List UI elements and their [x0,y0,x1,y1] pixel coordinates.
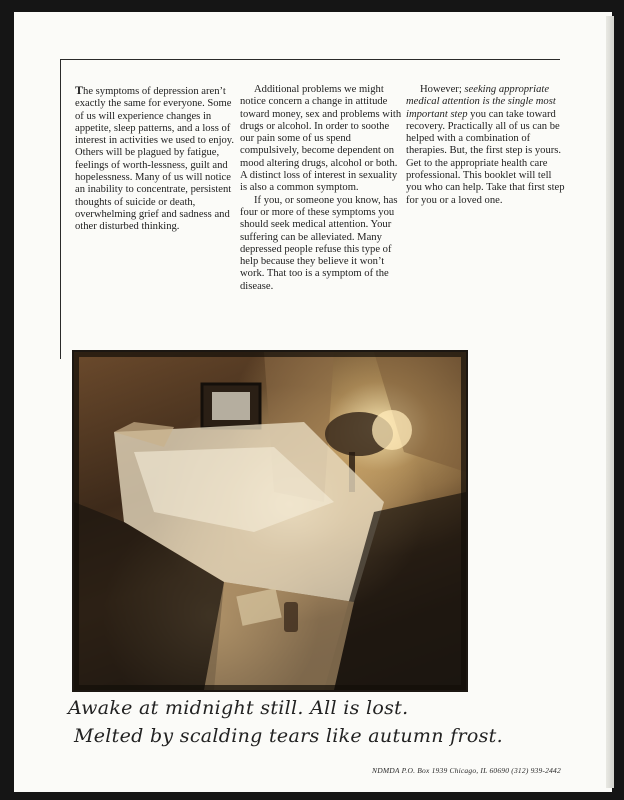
page-edge [606,16,614,788]
paragraph [75,84,237,234]
drop-cap: T [75,83,84,97]
bedroom-photograph [72,350,468,692]
photo-illustration [74,352,466,690]
paragraph-lead: However; [420,84,465,95]
paragraph-text: he symptoms of depression aren’t exactly the same for everyone. Some of us will experience changes in appetite, sleep patterns, and a loss of interest in activities we used to enjoy. Others will be plagued by fatigue, feelings of worth-lessness, guilt and hopelessness. Many of us will notice an inability to concentrate, persistent thoughts of suicide or death, overwhelming grief and sadness and other disturbed thinking. [75,86,235,233]
lamp-light [372,410,412,450]
poem-caption [68,694,503,750]
text-column-1 [75,84,237,234]
emphasis-text: seeking appropriate medical attention is the single most important step [406,84,556,120]
paragraph [406,84,568,207]
top-rule [60,59,560,60]
paragraph: If you, or someone you know, has four or more of these symptoms you should seek medical attention. Your suffering can be alleviated. Many depressed people refuse this type of help because they believe it won’t work. That too is a symptom of the disease. [240,194,398,292]
text-column-2 [240,84,402,293]
text-column-3 [406,84,568,207]
paragraph-text: you can take toward recovery. Practically all of us can be helped with a combination of therapies. But, the first step is yours. Get to the appropriate health care professional. This booklet will tell you who can help. Take that first step for you or a loved one. [406,108,565,206]
paragraph: Additional problems we might notice concern a change in attitude toward money, sex and problems with drugs or alcohol. In order to soothe our pain some of us spend compulsively, become dependent on mood altering drugs, alcohol or both. A distinct loss of interest in sexuality is also a common symptom. [240,84,402,194]
left-rule [60,59,61,359]
caption-line-2: Melted by scalding tears like autumn frost. [74,725,503,747]
footer-address: NDMDA P.O. Box 1939 Chicago, IL 60690 (312) 939-2442 [372,766,561,775]
caption-line-1: Awake at midnight still. All is lost. [68,697,409,719]
